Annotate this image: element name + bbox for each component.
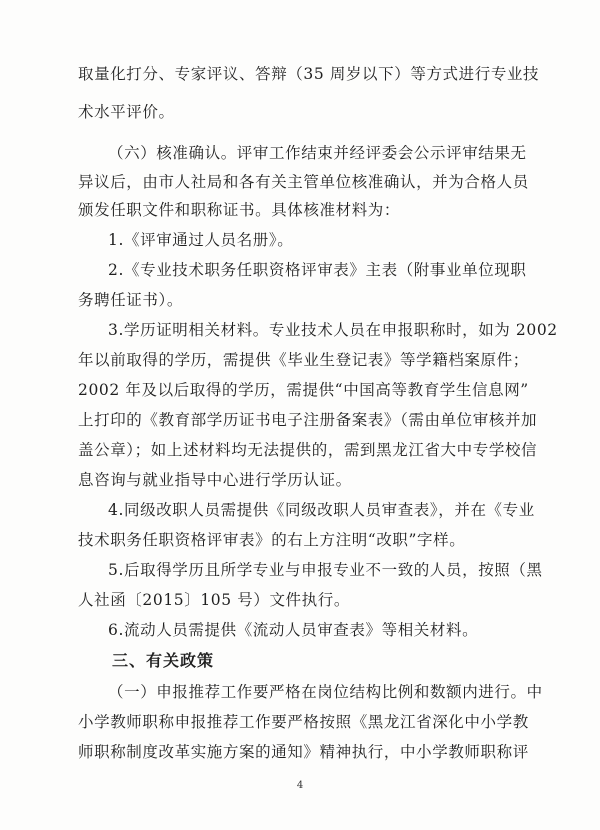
list-item: 5.后取得学历且所学专业与申报专业不一致的人员，按照（黑	[108, 561, 543, 579]
list-item: 3.学历证明相关材料。专业技术人员在申报职称时，如为 2002	[108, 321, 558, 339]
paragraph-line: 师职称制度改革实施方案的通知》精神执行，中小学教师职称评	[78, 743, 529, 761]
paragraph-line: 上打印的《教育部学历证书电子注册备案表》（需由单位审核并加	[78, 411, 538, 429]
paragraph-line: 2002 年及以后取得的学历，需提供“中国高等教育学生信息网”	[78, 381, 529, 399]
paragraph-line: 术水平评价。	[78, 103, 175, 121]
list-item: 6.流动人员需提供《流动人员审查表》等相关材料。	[108, 621, 479, 639]
paragraph-line: 务聘任证书）。	[78, 291, 183, 309]
paragraph-line: （六）核准确认。评审工作结束并经评委会公示评审结果无	[108, 144, 527, 162]
paragraph-line: 技术职务任职资格评审表》的右上方注明“改职”字样。	[78, 531, 466, 549]
paragraph-line: 颁发任职文件和职称证书。具体核准材料为：	[78, 201, 401, 219]
section-heading: 三、有关政策	[112, 651, 215, 670]
paragraph-line: 取量化打分、专家评议、答辩（35 周岁以下）等方式进行专业技	[78, 65, 540, 83]
paragraph-line: 息咨询与就业指导中心进行学历认证。	[78, 471, 352, 489]
page-number: 4	[296, 780, 304, 791]
paragraph-line: 盖公章）；如上述材料均无法提供的，需到黑龙江省大中专学校信	[78, 441, 538, 459]
list-item: 4.同级改职人员需提供《同级改职人员审查表》，并在《专业	[108, 501, 535, 519]
paragraph-line: 人社函〔2015〕105 号）文件执行。	[78, 591, 350, 609]
list-item: 1.《评审通过人员名册》。	[108, 231, 294, 249]
paragraph-line: 小学教师职称申报推荐工作要严格按照《黑龙江省深化中小学教	[78, 713, 529, 731]
paragraph-line: （一）申报推荐工作要严格在岗位结构比例和数额内进行。中	[108, 683, 543, 701]
paragraph-line: 异议后，由市人社局和各有关主管单位核准确认，并为合格人员	[78, 173, 529, 191]
list-item: 2.《专业技术职务任职资格评审表》主表（附事业单位现职	[108, 261, 527, 279]
paragraph-line: 年以前取得的学历，需提供《毕业生登记表》等学籍档案原件；	[78, 351, 529, 369]
